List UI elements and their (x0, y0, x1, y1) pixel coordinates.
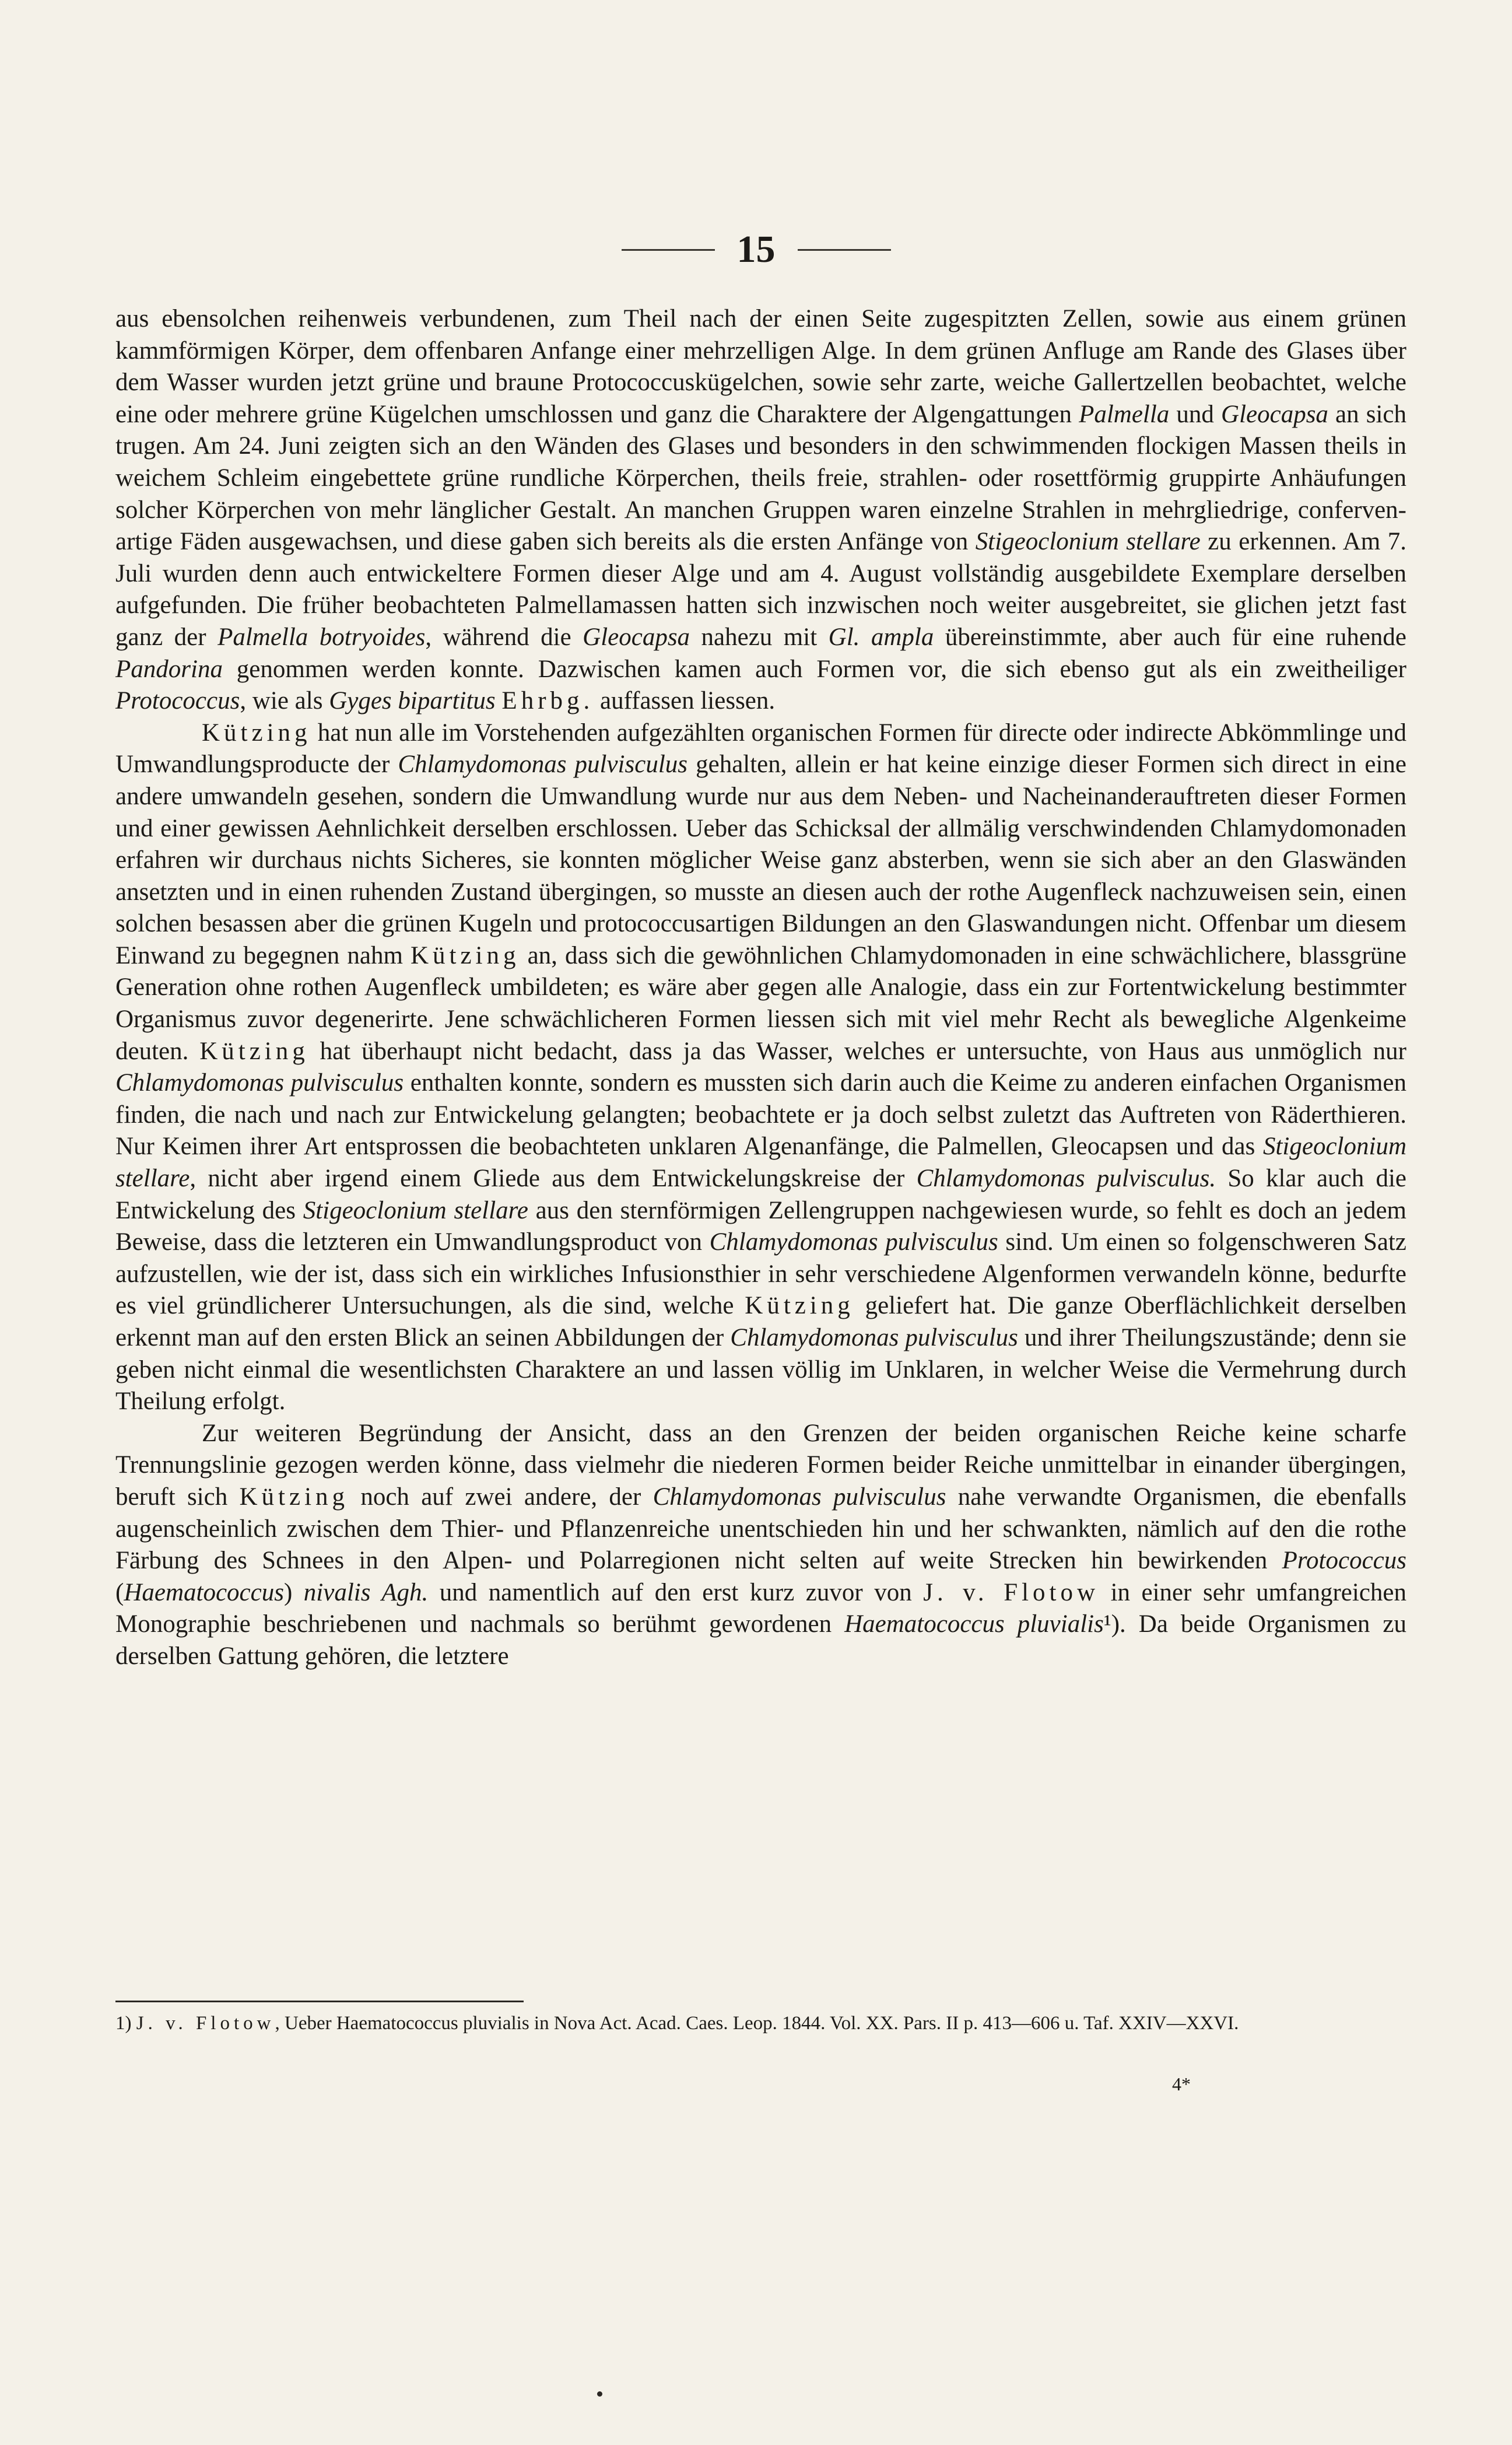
text-run: in einer sehr umfangreichen Monographie beschriebenen und nachmals so berühmt gewordenen (115, 1578, 1406, 1638)
text-run: an sich trugen. Am 24. Juni zeigten sich an den Wänden des Glases und besonders in den schwimmenden flockigen Massen theils in weichem Schleim eingebettete grüne rundliche Körperchen, theils freie, strahlen- oder rosettförmig gruppirte Anhäufungen solcher Körperchen von mehr länglicher Gestalt. An manchen Gruppen waren einzelne Strahlen in mehrgliedrige, conferven-artige Fäden ausgewachsen, und diese gaben sich bereits als die ersten Anfänge von (115, 400, 1406, 556)
italic-term: Gl. ampla (828, 623, 934, 651)
text-run: und (1169, 400, 1222, 428)
italic-term: Stigeoclonium stellare (975, 528, 1201, 556)
text-run: ¹). Da beide Organismen zu derselben Gattung gehören, die letztere (115, 1610, 1406, 1670)
author-name: Kützing (199, 1037, 309, 1065)
italic-term: Gleocapsa (583, 623, 690, 651)
italic-term: Chlamydomonas pulvisculus (398, 751, 688, 779)
text-run: auffassen liessen. (594, 687, 776, 715)
italic-term: Haematococcus pluvialis (844, 1610, 1104, 1638)
text-run: So klar auch die Entwickelung des (115, 1165, 1406, 1224)
paragraph (115, 717, 1406, 1418)
text-run: und namentlich auf den erst kurz zuvor von (428, 1578, 924, 1606)
text-run: aus den sternförmigen Zellengruppen nachgewiesen wurde, so fehlt es doch an jedem Beweise, dass die letzteren ein Umwandlungsproduct von (115, 1196, 1406, 1256)
author-name: Kützing (745, 1292, 854, 1320)
signature-mark: 4* (1172, 2073, 1191, 2094)
page-speck (597, 2391, 602, 2397)
text-run (496, 687, 502, 714)
text-run: ( (115, 1578, 124, 1606)
text-run: nahe verwandte Organismen, die ebenfalls augenscheinlich zwischen dem Thier- und Pflanzenreiche unentschieden hin und her schwankten, nämlich auf den die rothe Färbung des Schnees in den Alpen- und Polarregionen nicht selten auf weite Strecken hin bewirkenden (115, 1483, 1406, 1575)
text-run: enthalten konnte, sondern es mussten sich darin auch die Keime zu anderen einfachen Organismen finden, die nach und nach zur Entwickelung gelangten; beobachtete er ja doch selbst zuletzt das Auftreten von Räderthieren. Nur Keimen ihrer Art entsprossen die beobachteten unklaren Algenanfänge, die Palmellen, Gleocapsen und das (115, 1069, 1406, 1161)
italic-term: Chlamydomonas pulvisculus. (916, 1165, 1216, 1193)
text-run: hat überhaupt nicht bedacht, dass ja das Wasser, welches er untersuchte, von Haus aus unmöglich nur (308, 1037, 1406, 1065)
italic-term: Haematococcus (124, 1578, 284, 1606)
text-run: , während die (425, 623, 583, 651)
text-run: genommen werden konnte. Dazwischen kamen auch Formen vor, die sich ebenso gut als ein zweitheiliger (222, 655, 1406, 683)
italic-term: Stigeoclonium stellare (303, 1196, 528, 1224)
author-name: J. v. Flotow (923, 1578, 1100, 1606)
header-rule-left (622, 249, 715, 251)
author-name: Kützing (410, 941, 520, 969)
italic-term: Chlamydomonas pulvisculus (709, 1228, 998, 1256)
text-run: , nicht aber irgend einem Gliede aus dem Entwickelungskreise der (190, 1165, 917, 1193)
text-run: nahezu mit (690, 623, 829, 651)
italic-term: Chlamydomonas pulvisculus (730, 1324, 1018, 1351)
text-run: gehalten, allein er hat keine einzige dieser Formen sich direct in eine andere umwandeln gesehen, sondern die Umwandlung wurde nur aus dem Neben- und Nacheinanderauftreten dieser Formen und einer gewissen Aehnlichkeit derselben erschlossen. Ueber das Schicksal der allmälig verschwindenden Chlamydomonaden erfahren wir durchaus nichts Sicheres, sie konnten möglicher Weise ganz absterben, wenn sie sich aber an den Glaswänden ansetzten und in einen ruhenden Zustand übergingen, so musste an diesen auch der rothe Augenfleck nachzuweisen sein, einen solchen besassen aber die grünen Kugeln und protococcusartigen Bildungen an den Glaswandungen nicht. Offenbar um diesem Einwand zu begegnen nahm (115, 751, 1406, 969)
text-run: ) (283, 1578, 304, 1606)
text-run: 1) (115, 2013, 136, 2034)
author-name: Ehrbg. (501, 687, 594, 715)
paragraph (115, 303, 1406, 717)
text-run: zu erkennen. Am 7. Juli wurden denn auch entwickeltere Formen dieser Alge und am 4. August vollständig ausgebildete Exemplare derselben aufgefunden. Die früher beobachteten Palmellamassen hatten sich inzwischen noch weiter ausgebreitet, sie glichen jetzt fast ganz der (115, 528, 1406, 651)
author-name: Kützing (239, 1483, 349, 1511)
text-run: aus ebensolchen reihenweis verbundenen, zum Theil nach der einen Seite zugespitzten Zellen, sowie aus einem grünen kammförmigen Körper, dem offenbaren Anfange einer mehrzelligen Alge. In dem grünen Anfluge am Rande des Glases über dem Wasser wurden jetzt grüne und braune Protococcuskügelchen, sowie sehr zarte, weiche Gallertzellen beobachtet, welche eine oder mehrere grüne Kügelchen umschlossen und ganz die Charaktere der Algengattungen (115, 305, 1406, 428)
italic-term: Gleocapsa (1221, 400, 1328, 428)
italic-term: Palmella botryoides (217, 623, 426, 651)
text-run: noch auf zwei andere, der (349, 1483, 653, 1511)
italic-term: Chlamydomonas pulvisculus (652, 1483, 946, 1511)
italic-term: Gyges bipartitus (329, 687, 496, 715)
italic-term: Chlamydomonas pulvisculus (115, 1069, 404, 1097)
body-text (115, 303, 1406, 1673)
paragraph (115, 1418, 1406, 1673)
italic-term: Protococcus (115, 687, 240, 715)
italic-term: Pandorina (115, 655, 223, 683)
italic-term: Stigeoclonium stellare (115, 1133, 1406, 1193)
footnote-rule (115, 2001, 524, 2002)
author-name: Kützing (202, 719, 311, 747)
text-run: an, dass sich die gewöhnlichen Chlamydomonaden in eine schwächlichere, blassgrüne Generation ohne rothen Augenfleck umbildeten; es wäre aber gegen alle Analogie, dass ein zur Fortentwickelung bestimmter Organismus zuvor degenerirte. Jene schwächlicheren Formen liessen sich mit viel mehr Recht als bewegliche Algenkeime deuten. (115, 941, 1406, 1065)
text-run: übereinstimmte, aber auch für eine ruhende (934, 623, 1406, 651)
text-run: , Ueber Haematococcus pluvialis in Nova Act. Acad. Caes. Leop. 1844. Vol. XX. Pars. II p. 413—606 u. Taf. XXIV—XXVI. (275, 2013, 1239, 2034)
page-number: 15 (736, 228, 776, 271)
text-run: und ihrer Theilungszustände; denn sie geben nicht einmal die wesentlichsten Charaktere an und lassen völlig im Unklaren, in welcher Weise die Vermehrung durch Theilung erfolgt. (115, 1324, 1406, 1416)
text-run: sind. Um einen so folgenschweren Satz aufzustellen, wie der ist, dass sich ein wirkliches Infusionsthier in sehr verschiedene Algenformen verwandeln könne, bedurfte es viel gründlicherer Untersuchungen, als die sind, welche (115, 1228, 1406, 1320)
italic-term: nivalis Agh. (303, 1578, 429, 1606)
text-run: , wie als (240, 687, 329, 715)
italic-term: Palmella (1079, 400, 1170, 428)
footnote (115, 2010, 1406, 2037)
header-rule-right (798, 249, 891, 251)
text-run: geliefert hat. Die ganze Oberflächlichkeit derselben erkennt man auf den ersten Blick an seinen Abbildungen der (115, 1292, 1407, 1351)
italic-term: Protococcus (1282, 1547, 1406, 1575)
author-name: J. v. Flotow (136, 2013, 275, 2034)
text-run: Zur weiteren Begründung der Ansicht, dass an den Grenzen der beiden organischen Reiche keine scharfe Trennungslinie gezogen werden könne, dass vielmehr die niederen Formen beider Reiche unmittelbar in einander übergingen, beruft sich (115, 1419, 1406, 1511)
text-run: hat nun alle im Vorstehenden aufgezählten organischen Formen für directe oder indirecte Abkömmlinge und Umwandlungsproducte der (115, 719, 1406, 779)
page-header (0, 227, 1512, 280)
